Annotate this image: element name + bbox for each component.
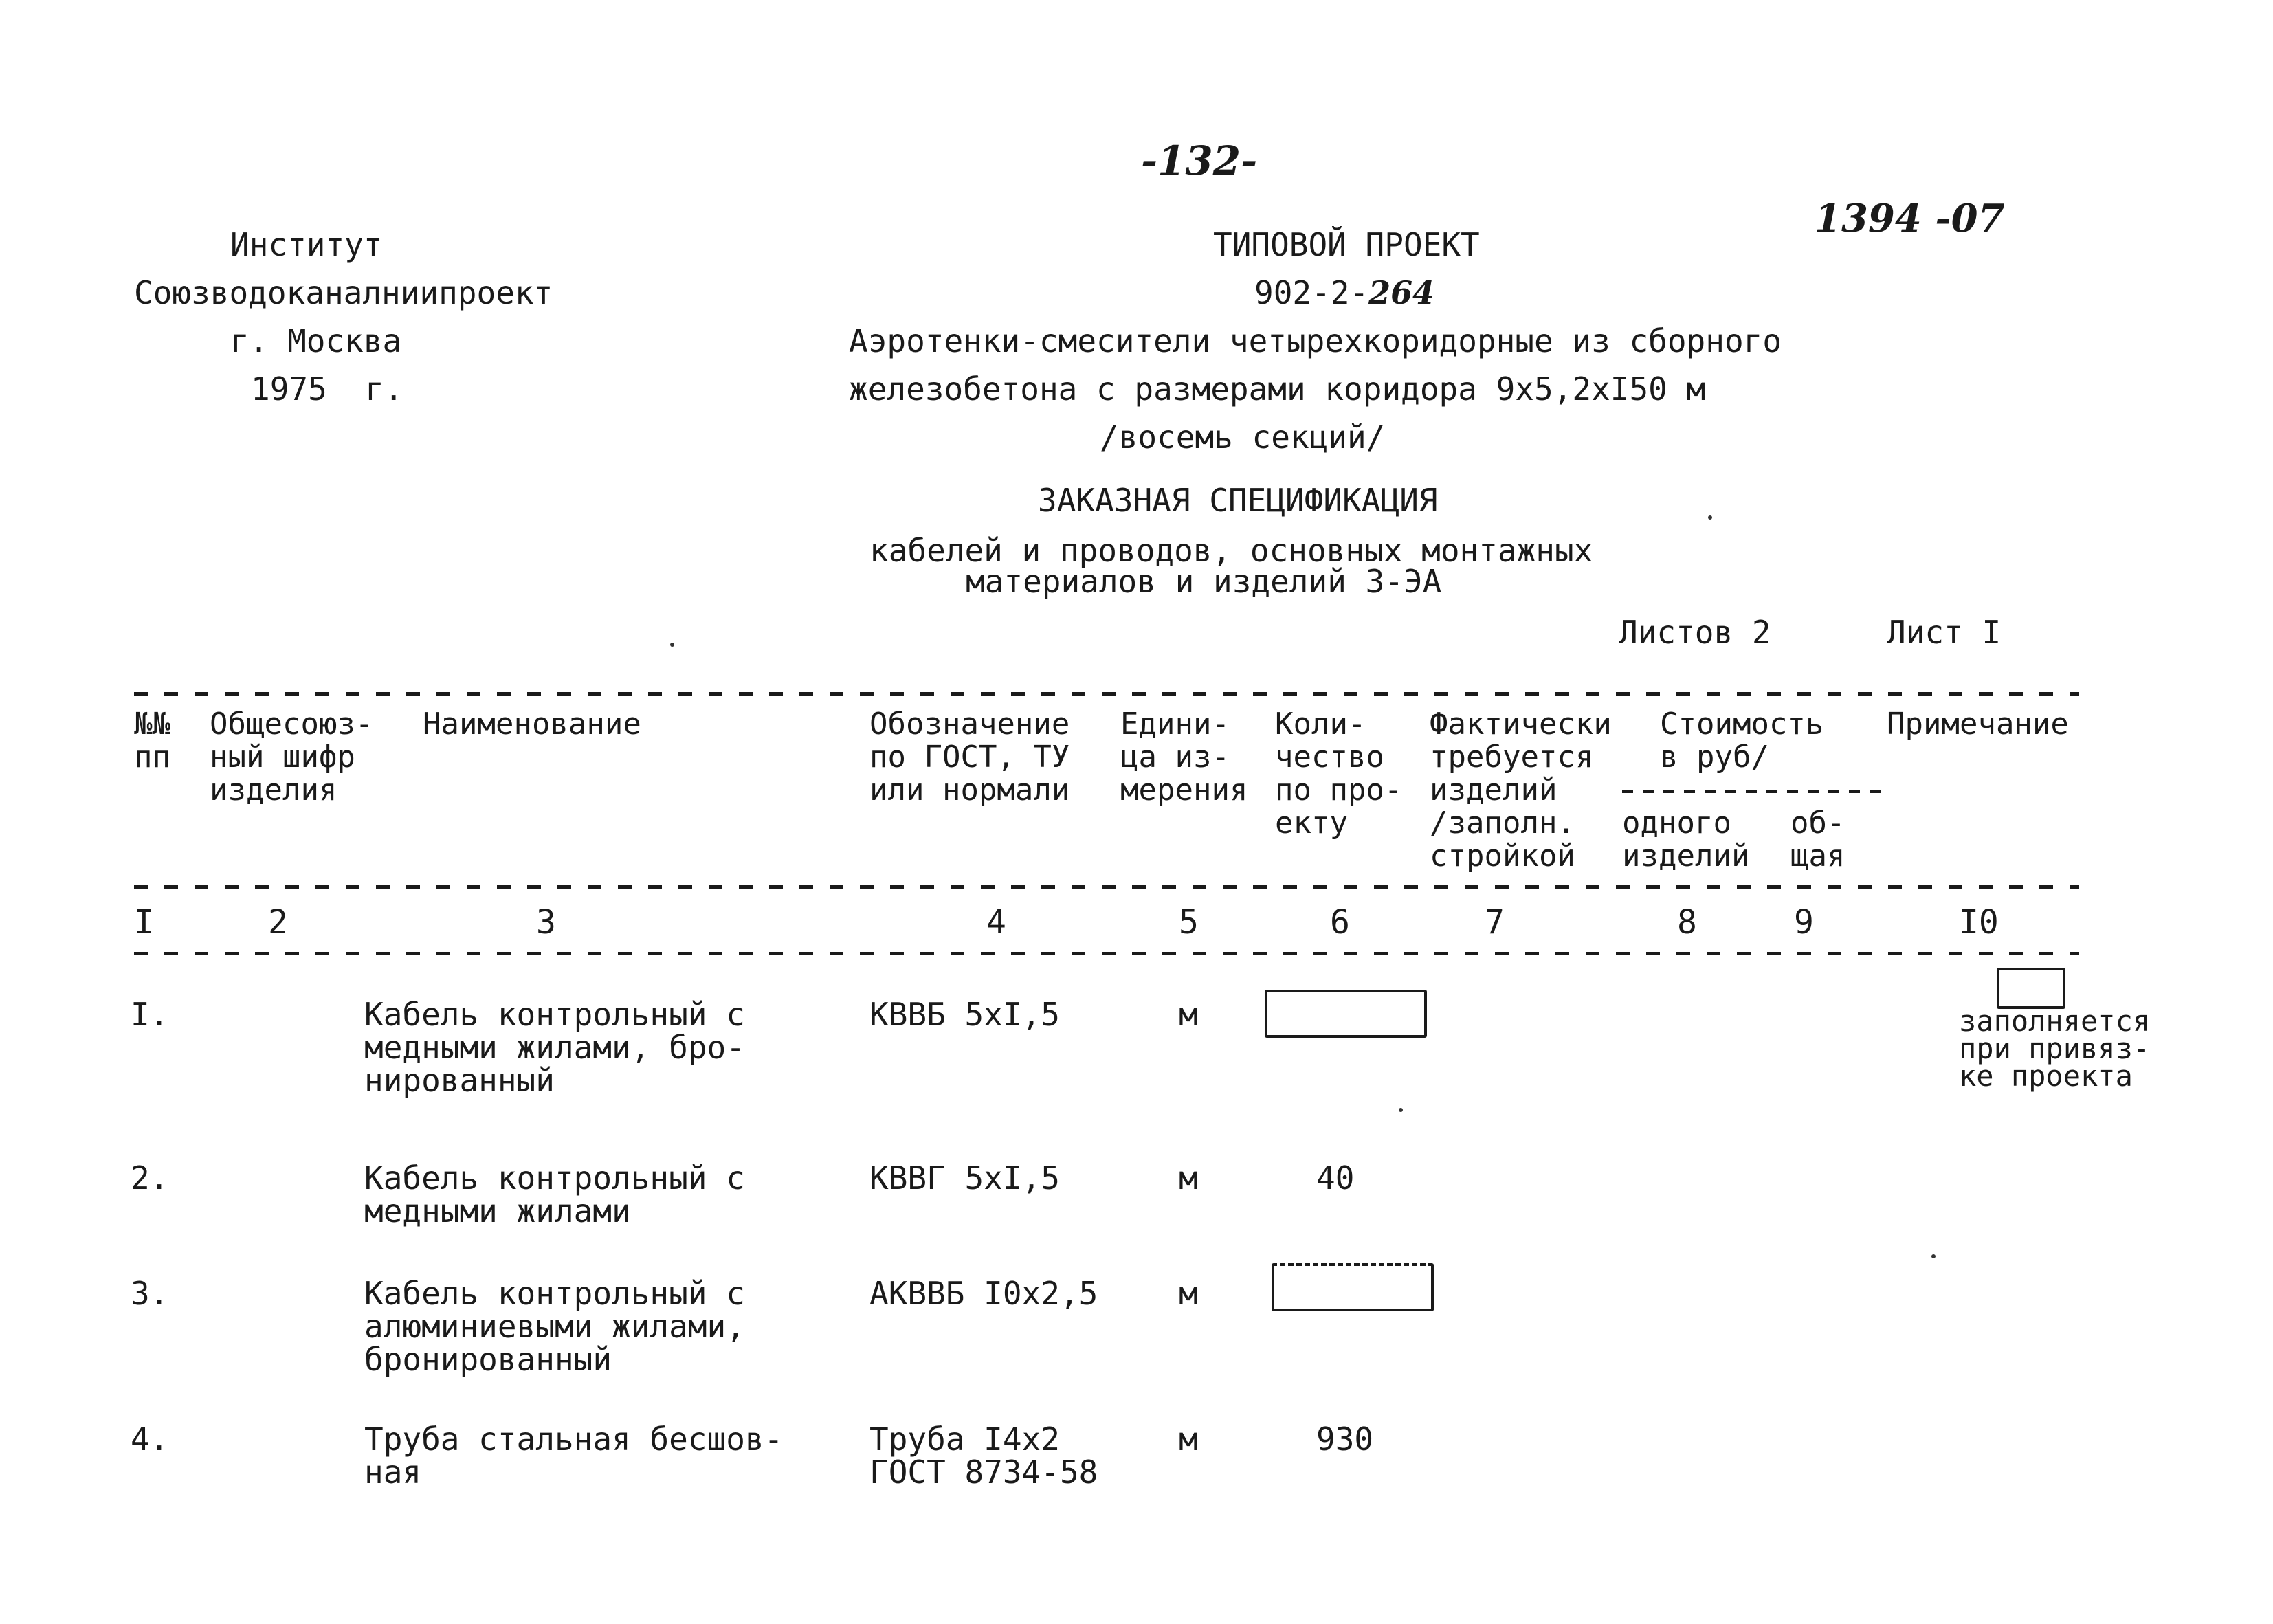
- column-number: 9: [1794, 903, 1814, 942]
- project-description-line1: Аэротенки-смесители четырехкоридорные из сборного: [849, 322, 1782, 359]
- table-row-quantity: 930: [1316, 1421, 1374, 1458]
- table-row-gost: КВВГ 5хI,5: [869, 1159, 1060, 1197]
- table-row-unit: м: [1179, 996, 1198, 1033]
- scan-speck: [670, 643, 674, 647]
- header-cost-total: об- щая: [1790, 805, 1845, 874]
- institute-name: Союзводоканалниипроект: [134, 274, 553, 311]
- header-row-number: №№ пп: [134, 707, 170, 775]
- table-row-number: 4.: [131, 1421, 169, 1458]
- table-row-name: Кабель контрольный с медными жилами: [364, 1159, 745, 1230]
- scan-speck: [1708, 515, 1712, 520]
- sheet-current: Лист I: [1887, 614, 2002, 651]
- header-quantity: Коли- чество по про- екту: [1275, 707, 1403, 841]
- document-number: 1394 -07: [1815, 196, 2005, 241]
- institute-year: 1975 г.: [251, 370, 403, 408]
- project-description-line2: железобетона с размерами коридора 9х5,2хI50 м: [849, 370, 1706, 408]
- table-row-number: 3.: [131, 1275, 169, 1312]
- cost-split-rule: [1622, 790, 1890, 793]
- column-number: 6: [1330, 903, 1350, 942]
- column-number: 5: [1179, 903, 1199, 942]
- column-number: 2: [268, 903, 288, 942]
- table-row-quantity: 40: [1316, 1159, 1355, 1197]
- spec-title: ЗАКАЗНАЯ СПЕЦИФИКАЦИЯ: [1038, 482, 1438, 519]
- header-gost: Обозначение по ГОСТ, ТУ или нормали: [869, 707, 1070, 808]
- institute-label: Институт: [230, 226, 383, 263]
- table-row-number: I.: [131, 996, 169, 1033]
- column-number: 4: [986, 903, 1006, 942]
- spec-subtitle-line1: кабелей и проводов, основных монтажных: [869, 532, 1593, 569]
- table-row-gost: КВВБ 5хI,5: [869, 996, 1060, 1033]
- sheets-total: Листов 2: [1619, 614, 1771, 651]
- column-number: 8: [1677, 903, 1697, 942]
- table-row-number: 2.: [131, 1159, 169, 1197]
- column-number: 3: [536, 903, 556, 942]
- header-name: Наименование: [423, 707, 641, 742]
- table-row-gost: Труба I4х2 ГОСТ 8734-58: [869, 1421, 1098, 1491]
- column-number: I0: [1959, 903, 1999, 942]
- table-row-unit: м: [1179, 1159, 1198, 1197]
- note-blank-box: [1997, 968, 2065, 1009]
- column-number: 7: [1485, 903, 1505, 942]
- project-code: [1254, 274, 1435, 311]
- column-number: I: [134, 903, 154, 942]
- table-row-gost: АКВВБ I0х2,5: [869, 1275, 1098, 1312]
- table-row-name: Кабель контрольный с медными жилами, бро- нированный: [364, 996, 745, 1099]
- table-row-name: Кабель контрольный с алюминиевыми жилами, бронированный: [364, 1275, 745, 1378]
- scan-speck: [1399, 1108, 1403, 1112]
- quantity-blank-box: [1272, 1263, 1434, 1311]
- table-row-unit: м: [1179, 1275, 1198, 1312]
- header-cost-unit: одного изделий: [1622, 805, 1750, 874]
- header-bottom-rule: [134, 885, 2079, 889]
- table-top-rule: [134, 692, 2079, 696]
- institute-city: г. Москва: [230, 322, 402, 359]
- header-note: Примечание: [1887, 707, 2069, 742]
- quantity-blank-box: [1265, 990, 1427, 1038]
- project-code-handwritten: 264: [1368, 274, 1435, 311]
- header-actual: Фактически требуется изделий /заполн. стройкой: [1430, 707, 1612, 874]
- header-unit: Едини- ца из- мерения: [1120, 707, 1248, 808]
- project-code-prefix: 902-2-: [1254, 274, 1369, 311]
- scan-speck: [1931, 1254, 1936, 1258]
- spec-subtitle-line2: материалов и изделий 3-ЭА: [966, 563, 1442, 600]
- header-code: Общесоюз- ный шифр изделия: [210, 707, 374, 808]
- table-row-name: Труба стальная бесшов- ная: [364, 1421, 784, 1491]
- table-row-unit: м: [1179, 1421, 1198, 1458]
- page-number: -132-: [1141, 137, 1258, 184]
- header-cost: Стоимость в руб/: [1660, 707, 1824, 775]
- column-numbers-rule: [134, 952, 2079, 955]
- project-description-line3: /восемь секций/: [1100, 419, 1386, 456]
- table-row-note: заполняется при привяз- ке проекта: [1959, 1004, 2151, 1093]
- project-title: ТИПОВОЙ ПРОЕКТ: [1213, 226, 1480, 263]
